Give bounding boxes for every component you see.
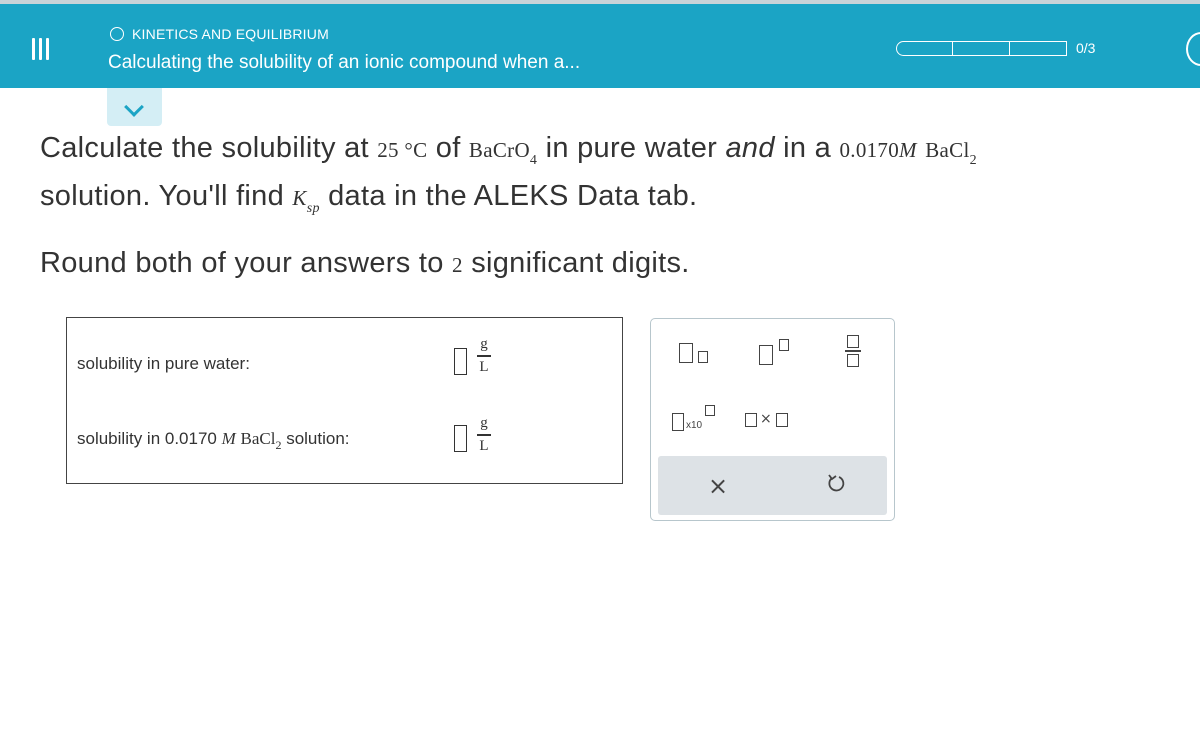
question-text: data in the ALEKS Data tab. — [328, 180, 698, 212]
question-text: in pure water — [545, 132, 718, 164]
topic-title: KINETICS AND EQUILIBRIUM — [132, 26, 329, 42]
page-subtitle: Calculating the solubility of an ionic compound when a... — [108, 52, 581, 73]
menu-icon[interactable] — [30, 38, 52, 62]
question-text: significant digits. — [471, 247, 690, 279]
sig-digits: 2 — [452, 253, 463, 277]
concentration: 0.0170M — [839, 138, 917, 162]
undo-icon — [826, 473, 846, 495]
question-line-1 — [40, 132, 977, 169]
question-line-3 — [40, 247, 690, 280]
math-palette — [650, 318, 895, 521]
progress-segment — [953, 41, 1010, 56]
subscript-button[interactable] — [679, 343, 713, 367]
answer-input-pure-water[interactable] — [454, 348, 467, 375]
unit-fraction: g L — [477, 415, 491, 455]
undo-button[interactable] — [826, 473, 846, 500]
question-line-2 — [40, 180, 697, 217]
clear-button[interactable]: × — [708, 472, 729, 500]
answer-label-bacl2: solubility in 0.0170 M BaCl$_2$ solution: — [77, 429, 350, 452]
chevron-down-icon — [124, 97, 144, 117]
topic-circle-icon — [110, 27, 124, 41]
topic-row — [110, 26, 329, 42]
question-text: in a — [783, 132, 832, 164]
unit-fraction: g L — [477, 336, 491, 376]
superscript-button[interactable] — [759, 339, 793, 367]
progress-segment — [896, 41, 953, 56]
answer-input-bacl2[interactable] — [454, 425, 467, 452]
edge-circle-icon[interactable] — [1186, 32, 1200, 66]
emphasis-and: and — [725, 132, 775, 164]
collapse-toggle[interactable] — [107, 88, 162, 126]
fraction-button[interactable] — [845, 335, 865, 369]
compound-formula: BaCrO$_4$ — [468, 138, 538, 168]
answer-label-pure-water: solubility in pure water: — [77, 354, 250, 373]
multiply-button[interactable]: × — [745, 411, 797, 431]
progress-text: 0/3 — [1076, 40, 1096, 56]
question-text: solution. You'll find — [40, 180, 285, 212]
question-text: of — [435, 132, 461, 164]
question-text: Round both of your answers to — [40, 247, 444, 279]
header-bar — [0, 4, 1200, 88]
salt-formula: BaCl$_2$ — [925, 138, 977, 168]
progress-bar — [896, 40, 1095, 56]
progress-segment — [1010, 41, 1067, 56]
scientific-notation-button[interactable]: x10 — [672, 405, 722, 433]
palette-action-bar — [658, 456, 887, 515]
question-text: Calculate the solubility at — [40, 132, 369, 164]
temperature: 25 °C — [377, 138, 428, 162]
answer-panel — [66, 317, 623, 484]
ksp-symbol: $K_{sp}$ — [292, 186, 320, 216]
